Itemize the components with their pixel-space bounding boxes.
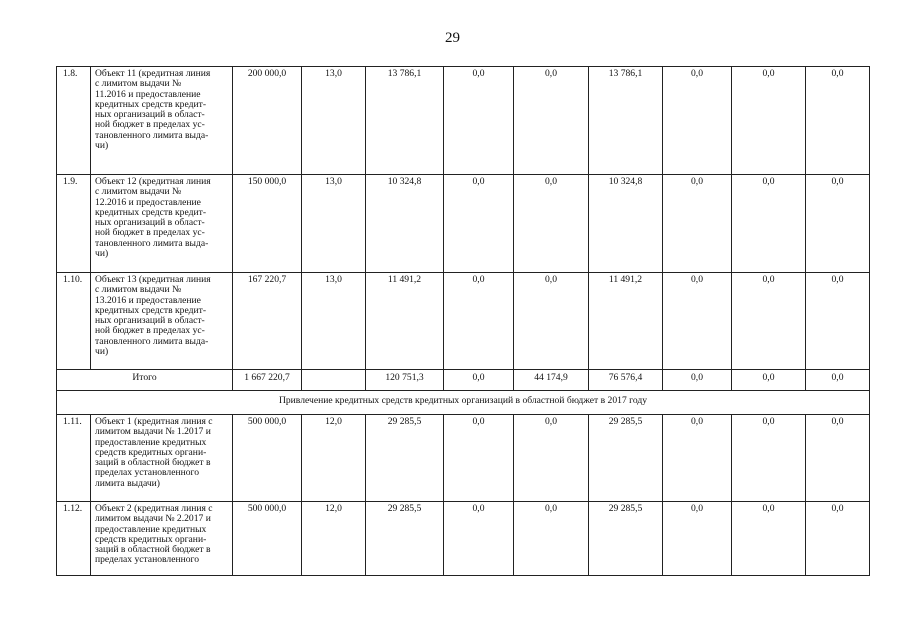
- value-cell: 13 786,1: [589, 67, 663, 175]
- value-cell: 0,0: [806, 175, 870, 273]
- budget-table: [56, 66, 870, 576]
- value-cell: 10 324,8: [366, 175, 444, 273]
- value-cell: 0,0: [514, 175, 589, 273]
- interest-rate: 12,0: [302, 415, 366, 502]
- value-cell: 0,0: [806, 273, 870, 370]
- value-cell: 0,0: [663, 502, 732, 576]
- total-value: 44 174,9: [514, 370, 589, 391]
- value-cell: 0,0: [444, 273, 514, 370]
- table-row: [57, 502, 870, 576]
- value-cell: 0,0: [514, 67, 589, 175]
- total-rate: [302, 370, 366, 391]
- interest-rate: 13,0: [302, 175, 366, 273]
- section-title: Привлечение кредитных средств кредитных организаций в областной бюджет в 2017 году: [57, 391, 870, 415]
- value-cell: 0,0: [663, 415, 732, 502]
- value-cell: 0,0: [732, 502, 806, 576]
- value-cell: 0,0: [663, 273, 732, 370]
- value-cell: 0,0: [806, 415, 870, 502]
- row-number: 1.11.: [57, 415, 91, 502]
- total-label: Итого: [57, 370, 233, 391]
- row-number: 1.12.: [57, 502, 91, 576]
- value-cell: 0,0: [444, 175, 514, 273]
- value-cell: 29 285,5: [366, 502, 444, 576]
- value-cell: 0,0: [444, 67, 514, 175]
- value-cell: 0,0: [514, 415, 589, 502]
- total-value: 120 751,3: [366, 370, 444, 391]
- value-cell: 0,0: [732, 67, 806, 175]
- object-description: Объект 2 (кредитная линия с лимитом выдачи № 2.2017 и предоставление кредитных средств кредитных органи- заций в областной бюджет в пределах установленного: [91, 502, 233, 576]
- page-number: 29: [445, 30, 460, 46]
- object-description: Объект 12 (кредитная линия с лимитом выдачи № 12.2016 и предоставление кредитных средств кредит- ных организаций в област- ной бюджет в пределах ус- тановленного лимита выда- чи): [91, 175, 233, 273]
- total-value: 76 576,4: [589, 370, 663, 391]
- interest-rate: 12,0: [302, 502, 366, 576]
- object-description: Объект 1 (кредитная линия с лимитом выдачи № 1.2017 и предоставление кредитных средств кредитных органи- заций в областной бюджет в пределах установленного лимита выдачи): [91, 415, 233, 502]
- total-limit: 1 667 220,7: [233, 370, 302, 391]
- value-cell: 11 491,2: [589, 273, 663, 370]
- total-value: 0,0: [663, 370, 732, 391]
- value-cell: 0,0: [444, 415, 514, 502]
- value-cell: 0,0: [663, 175, 732, 273]
- table-row: [57, 415, 870, 502]
- credit-limit: 500 000,0: [233, 502, 302, 576]
- row-number: 1.10.: [57, 273, 91, 370]
- value-cell: 0,0: [806, 67, 870, 175]
- total-value: 0,0: [444, 370, 514, 391]
- row-number: 1.8.: [57, 67, 91, 175]
- value-cell: 29 285,5: [589, 415, 663, 502]
- value-cell: 0,0: [806, 502, 870, 576]
- table-row: [57, 67, 870, 175]
- value-cell: 0,0: [732, 175, 806, 273]
- value-cell: 0,0: [663, 67, 732, 175]
- value-cell: 13 786,1: [366, 67, 444, 175]
- credit-limit: 150 000,0: [233, 175, 302, 273]
- table-row: [57, 175, 870, 273]
- value-cell: 10 324,8: [589, 175, 663, 273]
- interest-rate: 13,0: [302, 67, 366, 175]
- interest-rate: 13,0: [302, 273, 366, 370]
- credit-limit: 200 000,0: [233, 67, 302, 175]
- object-description: Объект 11 (кредитная линия с лимитом выдачи № 11.2016 и предоставление кредитных средств кредит- ных организаций в област- ной бюджет в пределах ус- тановленного лимита выда- чи): [91, 67, 233, 175]
- section-header-row: [57, 391, 870, 415]
- total-value: 0,0: [806, 370, 870, 391]
- value-cell: 29 285,5: [589, 502, 663, 576]
- table-row: [57, 273, 870, 370]
- value-cell: 0,0: [732, 273, 806, 370]
- credit-limit: 500 000,0: [233, 415, 302, 502]
- row-number: 1.9.: [57, 175, 91, 273]
- credit-limit: 167 220,7: [233, 273, 302, 370]
- value-cell: 0,0: [732, 415, 806, 502]
- object-description: Объект 13 (кредитная линия с лимитом выдачи № 13.2016 и предоставление кредитных средств кредит- ных организаций в област- ной бюджет в пределах ус- тановленного лимита выда- чи): [91, 273, 233, 370]
- total-value: 0,0: [732, 370, 806, 391]
- value-cell: 11 491,2: [366, 273, 444, 370]
- value-cell: 29 285,5: [366, 415, 444, 502]
- value-cell: 0,0: [444, 502, 514, 576]
- total-row: [57, 370, 870, 391]
- value-cell: 0,0: [514, 502, 589, 576]
- value-cell: 0,0: [514, 273, 589, 370]
